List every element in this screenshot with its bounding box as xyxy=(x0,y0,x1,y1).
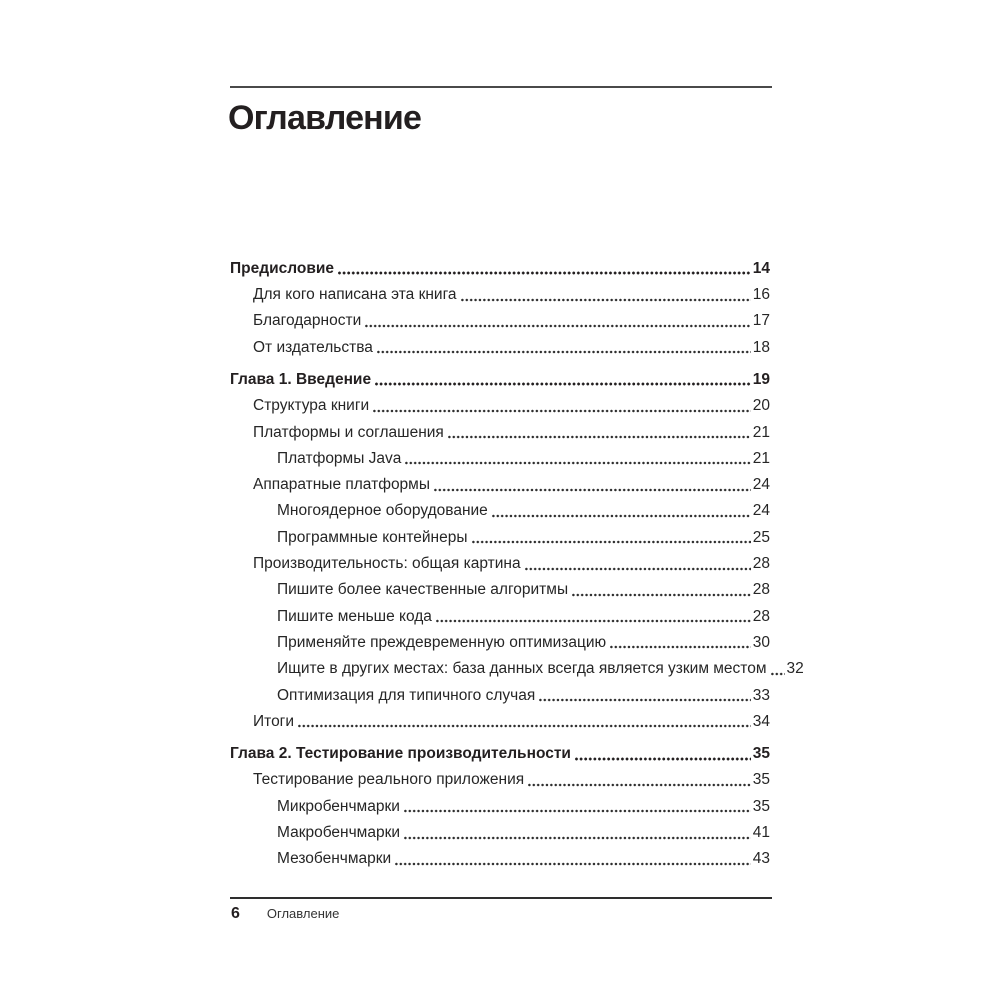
toc-entry xyxy=(230,603,770,629)
toc-leader-dots xyxy=(405,461,750,465)
toc-leader-dots xyxy=(436,619,751,623)
toc-entry-page: 28 xyxy=(752,555,770,573)
toc-entry-label: Производительность: общая картина xyxy=(253,555,521,573)
toc-entry-page: 21 xyxy=(752,423,770,441)
toc-entry-label: От издательства xyxy=(253,338,373,356)
toc-leader-dots xyxy=(572,593,751,597)
toc-entry xyxy=(230,655,804,681)
toc-entry-label: Предисловие xyxy=(230,259,335,277)
toc-entry xyxy=(230,819,770,845)
toc-leader-dots xyxy=(404,836,751,840)
toc-entry-label: Аппаратные платформы xyxy=(253,476,430,494)
toc-entry-page: 17 xyxy=(752,312,770,330)
toc-entry-page: 33 xyxy=(752,686,770,704)
toc-leader-dots xyxy=(610,645,751,649)
toc-leader-dots xyxy=(525,567,751,571)
toc-leader-dots xyxy=(365,324,751,328)
toc-entry xyxy=(230,445,770,471)
toc-entry xyxy=(230,498,770,524)
toc-entry-label: Платформы Java xyxy=(277,449,402,467)
toc-leader-dots xyxy=(338,271,751,275)
toc-entry xyxy=(230,255,770,281)
toc-entry-label: Тестирование реального приложения xyxy=(253,771,525,789)
toc-leader-dots xyxy=(528,783,751,787)
toc-entry-label: Структура книги xyxy=(253,397,370,415)
toc-entry-label: Макробенчмарки xyxy=(277,824,401,842)
toc-entry-page: 32 xyxy=(786,660,804,678)
toc-entry-label: Пишите более качественные алгоритмы xyxy=(277,581,569,599)
toc-entry-page: 18 xyxy=(752,338,770,356)
toc-entry-label: Оптимизация для типичного случая xyxy=(277,686,536,704)
toc-entry-page: 28 xyxy=(752,581,770,599)
toc-leader-dots xyxy=(492,514,751,518)
toc-entry xyxy=(230,767,770,793)
toc-leader-dots xyxy=(461,298,751,302)
toc-entry-page: 24 xyxy=(752,476,770,494)
toc-entry xyxy=(230,524,770,550)
page-title: Оглавление xyxy=(228,99,422,137)
toc-entry-label: Применяйте преждевременную оптимизацию xyxy=(277,633,607,651)
toc-entry-page: 19 xyxy=(752,370,770,388)
toc-leader-dots xyxy=(373,409,751,413)
toc-entry-label: Ищите в других местах: база данных всегда является узким местом xyxy=(277,660,767,678)
toc-entry-label: Мезобенчмарки xyxy=(277,850,392,868)
toc-entry-page: 41 xyxy=(752,824,770,842)
footer-page-number: 6 xyxy=(231,905,240,922)
toc-entry-page: 14 xyxy=(752,259,770,277)
toc-entry-page: 35 xyxy=(752,745,770,763)
toc-entry xyxy=(230,392,770,418)
toc-entry xyxy=(230,334,770,360)
toc-entry xyxy=(230,740,770,766)
toc-entry xyxy=(230,281,770,307)
toc-entry-page: 43 xyxy=(752,850,770,868)
toc-entry-page: 16 xyxy=(752,286,770,304)
toc-entry-page: 30 xyxy=(752,633,770,651)
footer-section-label: Оглавление xyxy=(266,906,340,921)
toc-entry-page: 34 xyxy=(752,712,770,730)
toc-leader-dots xyxy=(404,809,751,813)
toc-entry-page: 20 xyxy=(752,397,770,415)
toc-entry-label: Глава 1. Введение xyxy=(230,370,372,388)
footer xyxy=(231,905,339,923)
toc-entry-page: 35 xyxy=(752,797,770,815)
toc-entry-label: Пишите меньше кода xyxy=(277,607,432,625)
toc-entry-page: 35 xyxy=(752,771,770,789)
toc-entry-page: 21 xyxy=(752,449,770,467)
toc-entry-label: Итоги xyxy=(253,712,294,730)
toc-entry-label: Многоядерное оборудование xyxy=(277,502,488,520)
toc-entry-label: Платформы и соглашения xyxy=(253,423,444,441)
toc-leader-dots xyxy=(375,382,751,386)
toc-leader-dots xyxy=(539,698,751,702)
toc-leader-dots xyxy=(434,488,751,492)
toc-leader-dots xyxy=(298,724,751,728)
toc-entry xyxy=(230,793,770,819)
toc-entry-label: Микробенчмарки xyxy=(277,797,400,815)
toc-entry xyxy=(230,550,770,576)
toc-leader-dots xyxy=(377,350,751,354)
toc-entry xyxy=(230,308,770,334)
toc-entry xyxy=(230,708,770,734)
toc-entry xyxy=(230,366,770,392)
toc-leader-dots xyxy=(771,672,785,676)
toc-entry xyxy=(230,682,770,708)
toc-leader-dots xyxy=(395,862,751,866)
toc-entry xyxy=(230,846,770,872)
toc-leader-dots xyxy=(448,435,751,439)
toc-entry-label: Для кого написана эта книга xyxy=(253,286,457,304)
header-rule xyxy=(230,86,772,88)
toc-entry-label: Программные контейнеры xyxy=(277,528,468,546)
toc-leader-dots xyxy=(575,757,751,761)
toc-entry-label: Благодарности xyxy=(253,312,362,330)
toc-list xyxy=(230,249,804,872)
toc-entry-page: 25 xyxy=(752,528,770,546)
toc-entry xyxy=(230,419,770,445)
toc-entry-page: 24 xyxy=(752,502,770,520)
toc-entry xyxy=(230,629,770,655)
toc-entry-label: Глава 2. Тестирование производительности xyxy=(230,745,571,763)
toc-entry xyxy=(230,471,770,497)
toc-entry-page: 28 xyxy=(752,607,770,625)
toc-entry xyxy=(230,577,770,603)
footer-rule xyxy=(230,897,772,899)
toc-leader-dots xyxy=(472,540,751,544)
